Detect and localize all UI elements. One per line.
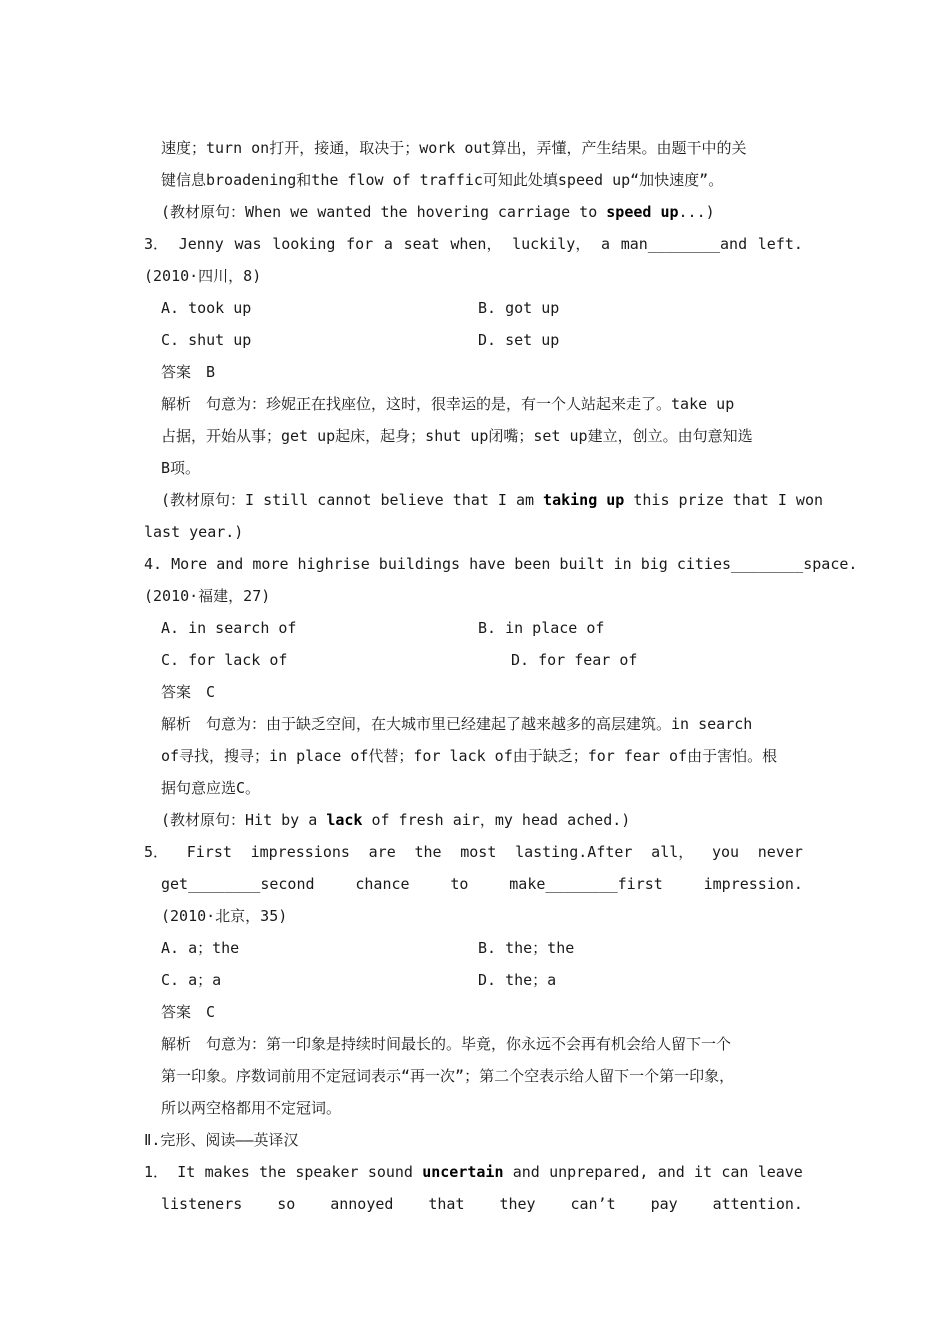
s1-word: so <box>277 1195 296 1213</box>
section2-sentence1-line2 <box>161 1194 803 1214</box>
q3-word: 3． <box>144 235 169 253</box>
q3-option-a: A. took up <box>161 299 252 317</box>
q3-source-sentence-line2: last year.) <box>144 523 244 541</box>
q5-word: chance <box>355 875 410 893</box>
q5-answer: 答案 C <box>161 1003 216 1021</box>
source-prefix: (教材原句：I still cannot believe that I am <box>161 491 544 509</box>
q3-word: man________and <box>620 235 748 253</box>
s1-word: can’t <box>570 1195 616 1213</box>
q5-word: most <box>460 843 497 861</box>
s1-word: sound <box>367 1163 413 1181</box>
source-suffix: of fresh air，my head ached.) <box>362 811 631 829</box>
q3-option-b: B. got up <box>478 299 560 317</box>
s1-word: it <box>694 1163 713 1181</box>
s1-word: It <box>177 1163 196 1181</box>
q5-stem-line2 <box>161 874 803 894</box>
q5-word: are <box>368 843 396 861</box>
q4-explanation-line3: 据句意应选C。 <box>161 779 261 797</box>
q3-source: (2010·四川，8) <box>144 267 262 285</box>
q4-option-d: D. for fear of <box>511 651 638 669</box>
q3-explanation-line2: 占据，开始从事；get up起床，起身；shut up闭嘴；set up建立，创立。由句意知选 <box>161 427 753 445</box>
q5-source: (2010·北京，35) <box>161 907 288 925</box>
item2-source-sentence <box>161 202 715 222</box>
q4-source: (2010·福建，27) <box>144 587 271 605</box>
q5-explanation-line2: 第一印象。序数词前用不定冠词表示“再一次”；第二个空表示给人留下一个第一印象， <box>161 1067 735 1085</box>
q3-word: when， <box>450 235 502 253</box>
s1-word: listeners <box>161 1195 243 1213</box>
q5-option-b: B. the；the <box>478 939 575 957</box>
q5-option-d: D. the；a <box>478 971 557 989</box>
q5-word: to <box>450 875 469 893</box>
q4-option-c: C. for lack of <box>161 651 288 669</box>
q5-word: lasting.After <box>515 843 633 861</box>
q3-explanation-line1: 解析 句意为：珍妮正在找座位，这时，很幸运的是，有一个人站起来走了。take up <box>161 395 735 413</box>
q5-word: never <box>757 843 803 861</box>
source-keyword: taking up <box>543 491 625 509</box>
q4-option-b: B. in place of <box>478 619 605 637</box>
q4-explanation-line1: 解析 句意为：由于缺乏空间，在大城市里已经建起了越来越多的高层建筑。in search <box>161 715 753 733</box>
q5-option-a: A. a；the <box>161 939 240 957</box>
s1-word: attention. <box>712 1195 803 1213</box>
q4-answer: 答案 C <box>161 683 216 701</box>
q5-word: all， <box>651 843 694 861</box>
q3-source-sentence <box>161 490 823 510</box>
source-suffix: this prize that I won <box>624 491 824 509</box>
s1-word: 1． <box>144 1163 169 1181</box>
q3-option-c: C. shut up <box>161 331 252 349</box>
q3-stem <box>144 234 803 254</box>
q5-explanation-line1: 解析 句意为：第一印象是持续时间最长的。毕竟，你永远不会再有机会给人留下一个 <box>161 1035 732 1053</box>
q3-word: a <box>601 235 611 253</box>
s1-word: they <box>499 1195 536 1213</box>
item2-explanation-line2: 键信息broadening和the flow of traffic可知此处填speed up“加快速度”。 <box>161 171 724 189</box>
source-prefix: (教材原句：Hit by a <box>161 811 327 829</box>
s1-word: unprepared, <box>549 1163 649 1181</box>
s1-word: speaker <box>295 1163 359 1181</box>
source-keyword: lack <box>326 811 363 829</box>
q4-source-sentence <box>161 810 630 830</box>
q4-option-a: A. in search of <box>161 619 297 637</box>
q3-explanation-line3: B项。 <box>161 459 201 477</box>
q3-option-d: D. set up <box>478 331 560 349</box>
q5-word: the <box>414 843 442 861</box>
s1-word: and <box>512 1163 540 1181</box>
q3-word: luckily， <box>512 235 591 253</box>
s1-keyword: uncertain <box>422 1163 504 1181</box>
q3-word: Jenny <box>178 235 224 253</box>
q5-option-c: C. a；a <box>161 971 222 989</box>
s1-word: pay <box>650 1195 678 1213</box>
q5-word: 5． <box>144 843 169 861</box>
s1-word: that <box>428 1195 465 1213</box>
s1-word: and <box>657 1163 685 1181</box>
q5-stem-line1 <box>144 842 803 862</box>
q5-word: you <box>711 843 740 861</box>
source-keyword: speed up <box>606 203 679 221</box>
q3-word: seat <box>403 235 440 253</box>
q5-word: First <box>186 843 232 861</box>
q3-word: a <box>383 235 393 253</box>
q4-stem: 4. More and more highrise buildings have been built in big cities________space. <box>144 555 858 573</box>
q5-word: impression. <box>703 875 803 893</box>
q3-word: for <box>346 235 374 253</box>
section-heading: Ⅱ.完形、阅读——英译汉 <box>144 1131 299 1149</box>
q3-word: looking <box>272 235 336 253</box>
s1-word: annoyed <box>330 1195 394 1213</box>
q3-answer: 答案 B <box>161 363 216 381</box>
q5-explanation-line3: 所以两空格都用不定冠词。 <box>161 1099 342 1117</box>
s1-word: can <box>721 1163 749 1181</box>
q5-word: get________second <box>161 875 315 893</box>
q5-word: make________first <box>509 875 663 893</box>
s1-word: the <box>259 1163 287 1181</box>
q5-word: impressions <box>250 843 350 861</box>
item2-explanation-line1: 速度；turn on打开，接通，取决于；work out算出，弄懂，产生结果。由题干中的关 <box>161 139 747 157</box>
section2-sentence1-line1 <box>144 1162 803 1182</box>
source-prefix: (教材原句：When we wanted the hovering carriage to <box>161 203 607 221</box>
q3-word: left. <box>757 235 803 253</box>
q4-explanation-line2: of寻找，搜寻；in place of代替；for lack of由于缺乏；for fear of由于害怕。根 <box>161 747 778 765</box>
q3-word: was <box>234 235 262 253</box>
s1-word: leave <box>757 1163 803 1181</box>
s1-word: makes <box>204 1163 250 1181</box>
source-suffix: ...) <box>678 203 715 221</box>
